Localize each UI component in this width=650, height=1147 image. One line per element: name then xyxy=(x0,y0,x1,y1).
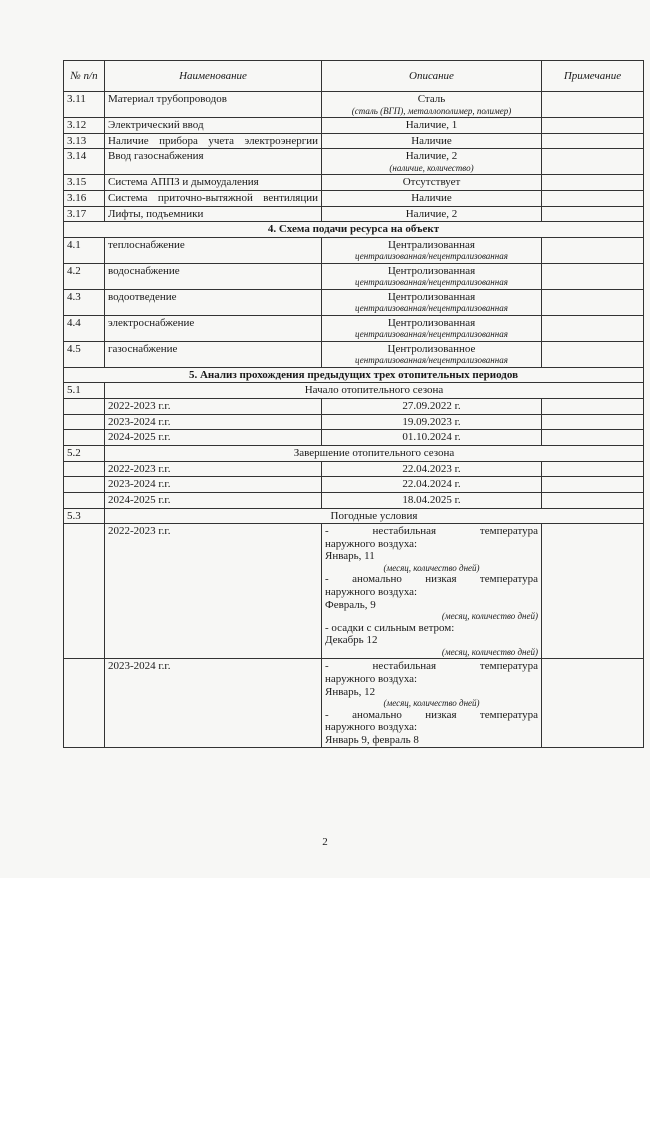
row-name: водоснабжение xyxy=(105,263,322,289)
row-name: Лифты, подъемники xyxy=(105,206,322,222)
row-desc: Наличие xyxy=(322,133,542,149)
row-note xyxy=(542,477,644,493)
table-row xyxy=(64,492,644,508)
row-date: 18.04.2025 г. xyxy=(322,492,542,508)
blank-area xyxy=(0,878,650,1147)
header-desc: Описание xyxy=(322,61,542,92)
row-desc: Наличие, 2 (наличие, количество) xyxy=(322,149,542,175)
row-num: 4.2 xyxy=(64,263,105,289)
row-hint: (наличие, количество) xyxy=(389,162,474,173)
header-name: Наименование xyxy=(105,61,322,92)
row-name: теплоснабжение xyxy=(105,237,322,263)
row-num: 4.3 xyxy=(64,289,105,315)
row-desc: Отсутствует xyxy=(322,175,542,191)
row-period: 2022-2023 г.г. xyxy=(105,461,322,477)
row-date: 01.10.2024 г. xyxy=(322,430,542,446)
row-desc: Центролизованная централизованная/нецентрализованная xyxy=(322,315,542,341)
subsection-title: Начало отопительного сезона xyxy=(105,383,644,399)
row-period: 2024-2025 г.г. xyxy=(105,430,322,446)
row-date: 22.04.2023 г. xyxy=(322,461,542,477)
subsection-row xyxy=(64,445,644,461)
row-num xyxy=(64,430,105,446)
row-name: Материал трубопроводов xyxy=(105,92,322,118)
header-num: № п/п xyxy=(64,61,105,92)
row-note xyxy=(542,190,644,206)
row-num: 3.14 xyxy=(64,149,105,175)
row-num: 5.3 xyxy=(64,508,105,524)
row-period: 2023-2024 г.г. xyxy=(105,659,322,748)
row-desc: Центролизованное централизованная/нецентрализованная xyxy=(322,341,542,367)
row-note xyxy=(542,524,644,659)
table-row xyxy=(64,430,644,446)
row-note xyxy=(542,175,644,191)
row-hint: (сталь (ВГП), металлополимер, полимер) xyxy=(351,105,512,116)
weather-description: - нестабильная температура наружного воздуха: Январь, 11 (месяц, количество дней) - аномально низкая температура наружного воздуха: Февраль, 9 (месяц, количество дней) - осадки с сильным ветром: Декабрь 12 (месяц, количество дней) xyxy=(322,524,542,659)
row-note xyxy=(542,461,644,477)
table-row xyxy=(64,315,644,341)
row-name: Ввод газоснабжения xyxy=(105,149,322,175)
table-row xyxy=(64,659,644,748)
row-hint: централизованная/нецентрализованная xyxy=(355,303,508,314)
subsection-row xyxy=(64,383,644,399)
row-num: 3.13 xyxy=(64,133,105,149)
table-row xyxy=(64,477,644,493)
table-row xyxy=(64,117,644,133)
row-num: 4.1 xyxy=(64,237,105,263)
row-note xyxy=(542,414,644,430)
row-note xyxy=(542,341,644,367)
row-num xyxy=(64,461,105,477)
table-row xyxy=(64,190,644,206)
table-row xyxy=(64,414,644,430)
row-desc: Наличие xyxy=(322,190,542,206)
row-note xyxy=(542,289,644,315)
row-desc: Наличие, 2 xyxy=(322,206,542,222)
row-num xyxy=(64,524,105,659)
row-num: 3.12 xyxy=(64,117,105,133)
row-note xyxy=(542,263,644,289)
row-period: 2022-2023 г.г. xyxy=(105,524,322,659)
row-date: 22.04.2024 г. xyxy=(322,477,542,493)
table-row xyxy=(64,206,644,222)
row-num: 4.4 xyxy=(64,315,105,341)
row-note xyxy=(542,315,644,341)
row-desc: Централизованная централизованная/нецентрализованная xyxy=(322,237,542,263)
table-row xyxy=(64,399,644,415)
row-note xyxy=(542,492,644,508)
table-header xyxy=(64,61,644,92)
row-name: Система приточно-вытяжной вентиляции xyxy=(105,190,322,206)
row-date: 19.09.2023 г. xyxy=(322,414,542,430)
document-table xyxy=(63,60,644,748)
table-row xyxy=(64,461,644,477)
row-num: 5.1 xyxy=(64,383,105,399)
row-note xyxy=(542,92,644,118)
row-num: 5.2 xyxy=(64,445,105,461)
table-row xyxy=(64,92,644,118)
row-num: 3.17 xyxy=(64,206,105,222)
row-note xyxy=(542,659,644,748)
row-period: 2022-2023 г.г. xyxy=(105,399,322,415)
table-row xyxy=(64,524,644,659)
row-hint: централизованная/нецентрализованная xyxy=(355,355,508,366)
row-note xyxy=(542,399,644,415)
row-desc: Сталь (сталь (ВГП), металлополимер, полимер) xyxy=(322,92,542,118)
subsection-row xyxy=(64,508,644,524)
row-desc: Центролизованная централизованная/нецентрализованная xyxy=(322,263,542,289)
row-num xyxy=(64,477,105,493)
row-num xyxy=(64,659,105,748)
row-date: 27.09.2022 г. xyxy=(322,399,542,415)
row-name: Система АППЗ и дымоудаления xyxy=(105,175,322,191)
row-hint: централизованная/нецентрализованная xyxy=(355,329,508,340)
row-name: водоотведение xyxy=(105,289,322,315)
row-desc: Наличие, 1 xyxy=(322,117,542,133)
row-num xyxy=(64,414,105,430)
section-5-title: 5. Анализ прохождения предыдущих трех отопительных периодов xyxy=(64,367,644,383)
subsection-title: Завершение отопительного сезона xyxy=(105,445,644,461)
row-num: 3.11 xyxy=(64,92,105,118)
table-row xyxy=(64,289,644,315)
row-note xyxy=(542,206,644,222)
row-num xyxy=(64,492,105,508)
row-name: Электрический ввод xyxy=(105,117,322,133)
table-row xyxy=(64,237,644,263)
table-row xyxy=(64,175,644,191)
row-period: 2024-2025 г.г. xyxy=(105,492,322,508)
row-period: 2023-2024 г.г. xyxy=(105,477,322,493)
row-num: 3.16 xyxy=(64,190,105,206)
row-num: 3.15 xyxy=(64,175,105,191)
page-number: 2 xyxy=(322,836,328,848)
row-period: 2023-2024 г.г. xyxy=(105,414,322,430)
table-row xyxy=(64,341,644,367)
section-4-title: 4. Схема подачи ресурса на объект xyxy=(64,222,644,238)
table-row xyxy=(64,149,644,175)
section-heading xyxy=(64,222,644,238)
row-note xyxy=(542,149,644,175)
row-name: электроснабжение xyxy=(105,315,322,341)
table-row xyxy=(64,263,644,289)
row-desc: Центролизованная централизованная/нецентрализованная xyxy=(322,289,542,315)
row-name: газоснабжение xyxy=(105,341,322,367)
row-note xyxy=(542,117,644,133)
table-row xyxy=(64,133,644,149)
row-num xyxy=(64,399,105,415)
weather-description: - нестабильная температура наружного воздуха: Январь, 12 (месяц, количество дней) - аномально низкая температура наружного воздуха: Январь 9, февраль 8 xyxy=(322,659,542,748)
header-note: Примечание xyxy=(542,61,644,92)
row-num: 4.5 xyxy=(64,341,105,367)
row-name: Наличие прибора учета электроэнергии xyxy=(105,133,322,149)
row-note xyxy=(542,237,644,263)
section-heading xyxy=(64,367,644,383)
row-hint: централизованная/нецентрализованная xyxy=(355,251,508,262)
row-hint: централизованная/нецентрализованная xyxy=(355,277,508,288)
row-note xyxy=(542,133,644,149)
row-note xyxy=(542,430,644,446)
subsection-title: Погодные условия xyxy=(105,508,644,524)
